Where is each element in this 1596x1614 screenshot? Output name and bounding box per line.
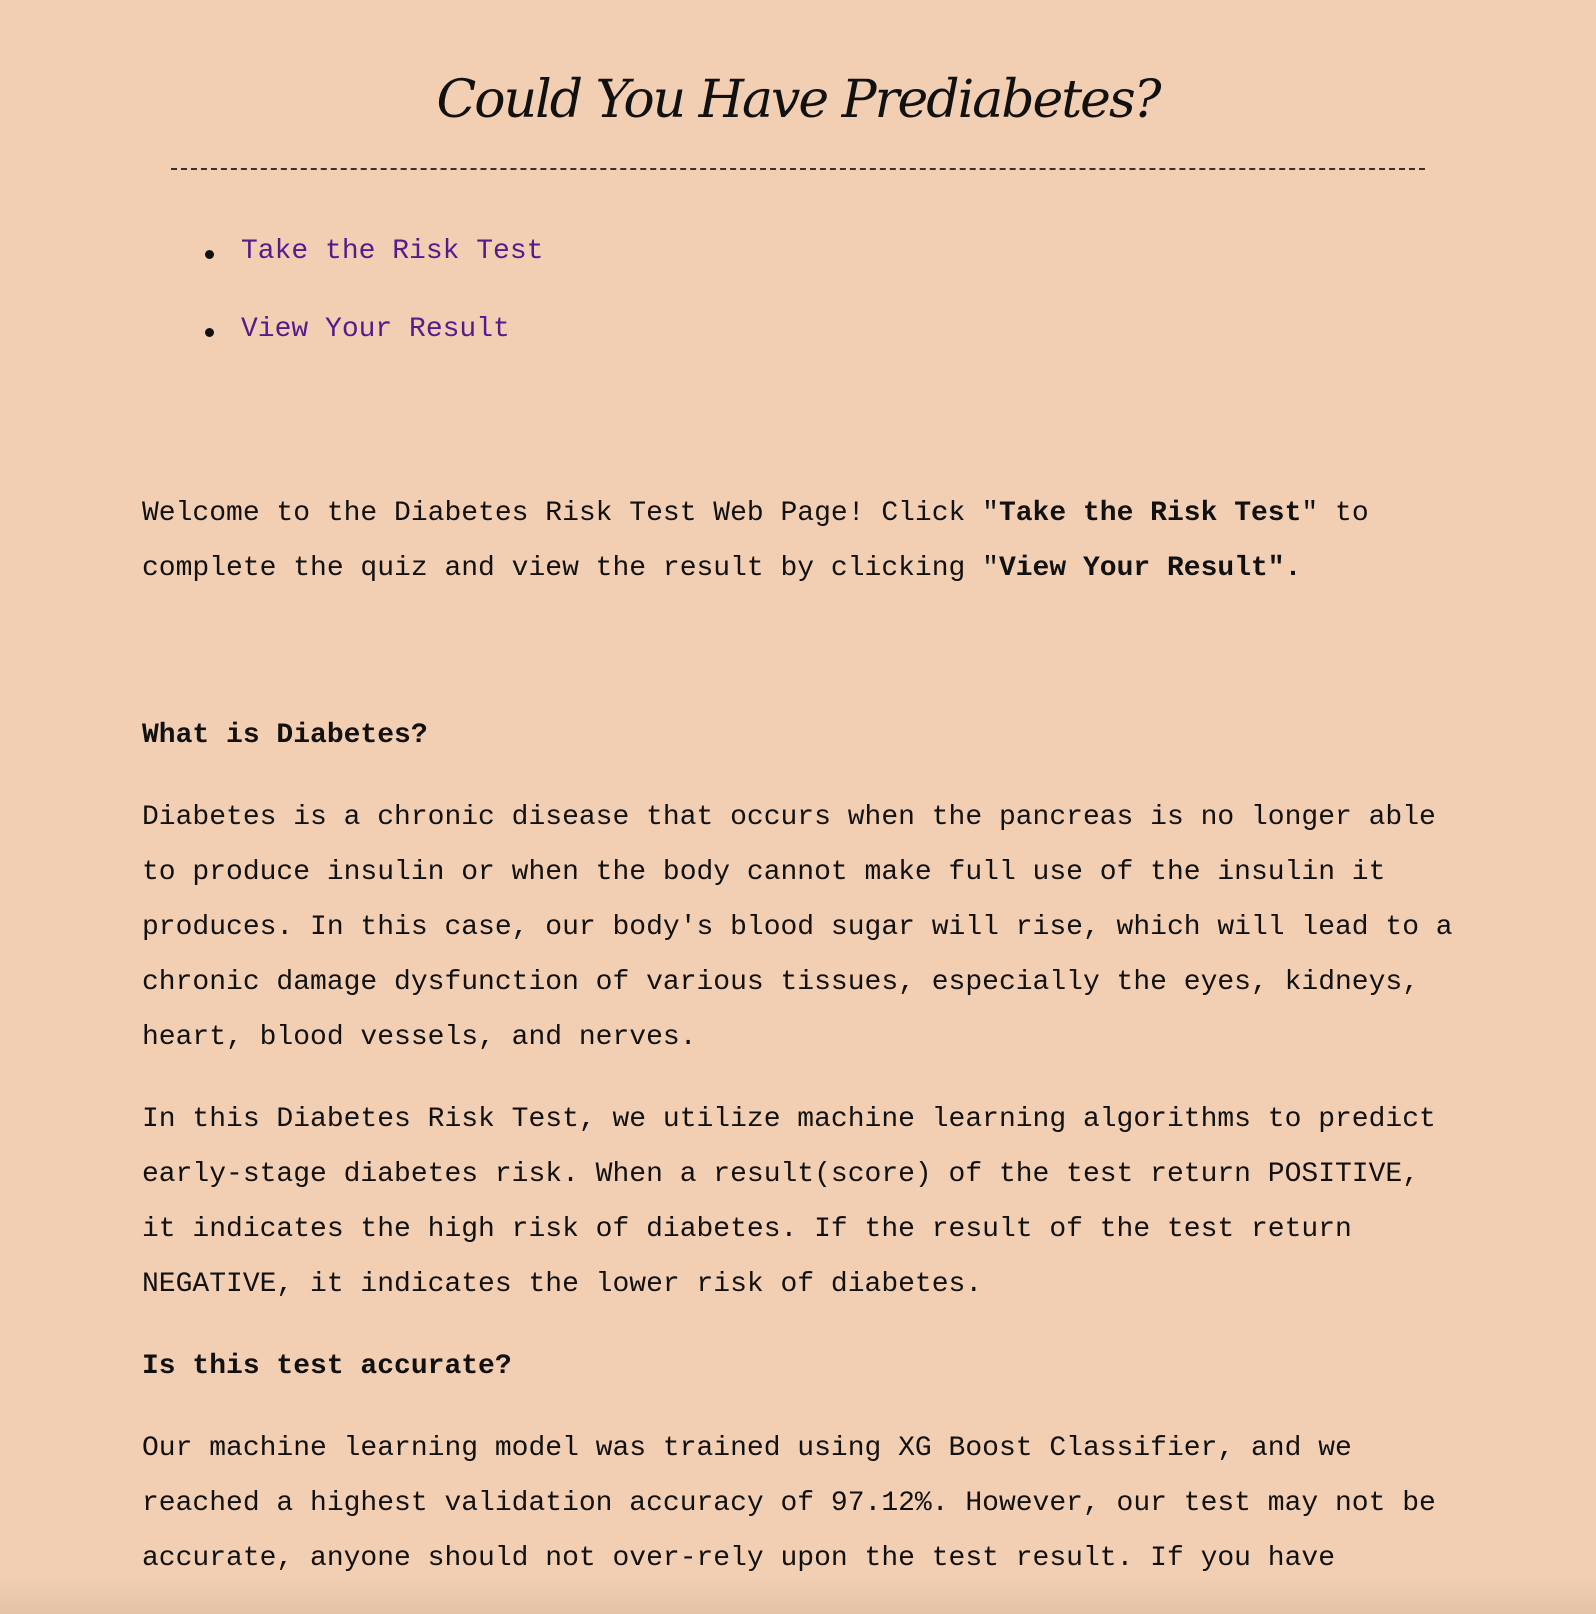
welcome-bold-risk-test: Take the Risk Test xyxy=(998,498,1302,529)
view-result-link[interactable]: View Your Result xyxy=(241,314,510,345)
dashed-divider xyxy=(171,168,1425,170)
section-paragraph: In this Diabetes Risk Test, we utilize machine learning algorithms to predict early-stage diabetes risk. When a result(score) of the test return POSITIVE, it indicates the high risk of diabetes. If the result of the test return NEGATIVE, it indicates the lower risk of diabetes. xyxy=(142,1104,1436,1300)
welcome-bold-view-result: View Your Result xyxy=(998,553,1268,584)
page-title: Could You Have Prediabetes? xyxy=(436,70,1160,130)
take-risk-test-link[interactable]: Take the Risk Test xyxy=(241,236,544,267)
welcome-text-3: ". xyxy=(1267,553,1302,584)
welcome-paragraph xyxy=(142,486,1462,596)
bullet-icon xyxy=(205,328,214,337)
welcome-text-2: " to complete the quiz and view the result by clicking " xyxy=(142,498,1369,584)
bullet-icon xyxy=(205,250,214,259)
section-paragraph: Our machine learning model was trained using XG Boost Classifier, and we reached a highest validation accuracy of 97.12%. However, our test may not be accurate, anyone should not over-rely upon the test result. If you have xyxy=(142,1433,1436,1574)
section-heading-test-accuracy: Is this test accurate? xyxy=(142,1351,512,1382)
main-content xyxy=(142,486,1462,1613)
section-heading-what-is-diabetes: What is Diabetes? xyxy=(142,720,428,751)
welcome-text-1: Welcome to the Diabetes Risk Test Web Page! Click " xyxy=(142,498,999,529)
section-paragraph: Diabetes is a chronic disease that occurs when the pancreas is no longer able to produce insulin or when the body cannot make full use of the insulin it produces. In this case, our body's blood sugar will rise, which will lead to a chronic damage dysfunction of various tissues, especially the eyes, kidneys, heart, blood vessels, and nerves. xyxy=(142,802,1453,1053)
